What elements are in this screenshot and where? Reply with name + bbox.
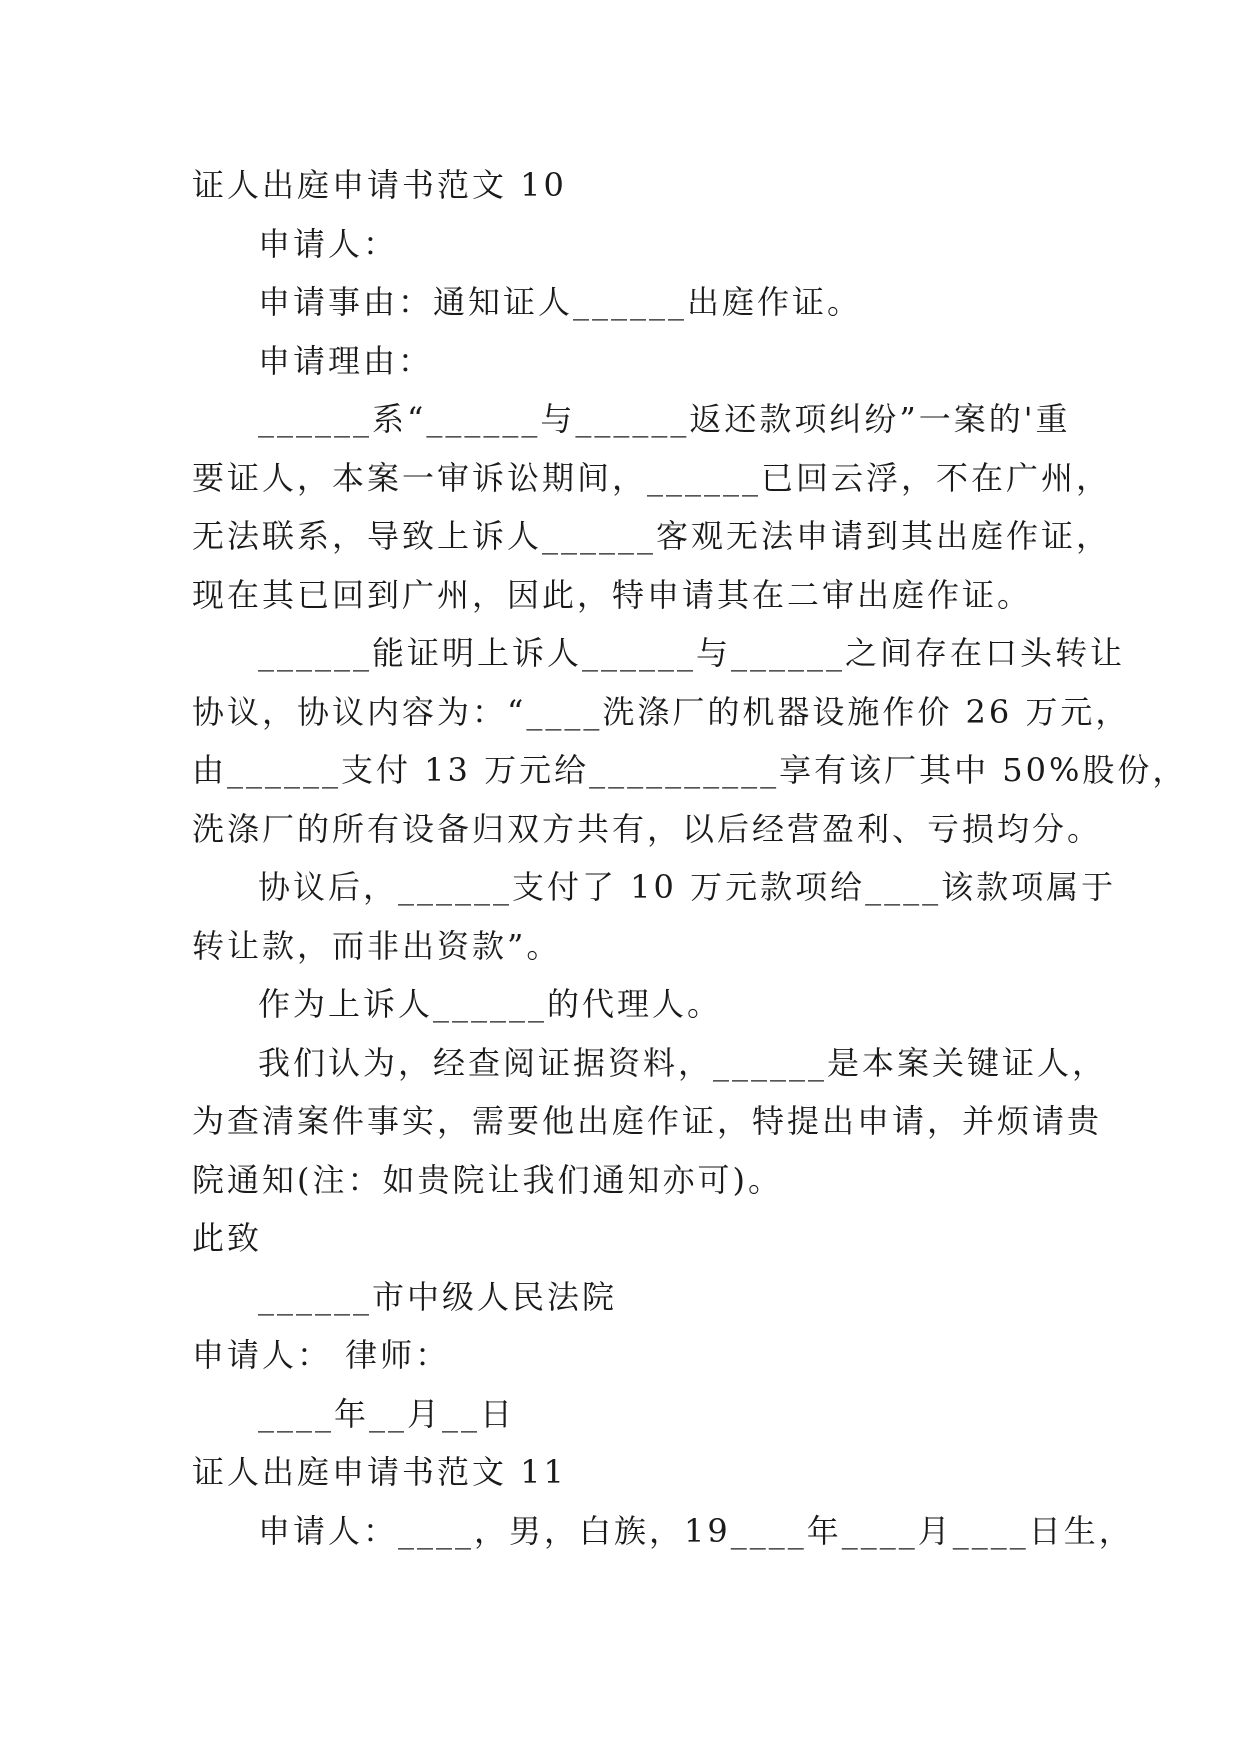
applicant-line: 申请人： [258,224,399,263]
body-line: 作为上诉人______的代理人。 [258,985,723,1023]
body-line: 由______支付 13 万元给__________享有该厂其中 50%股份， [192,751,1188,789]
body-line: 转让款，而非出资款”。 [192,926,562,965]
section-heading: 证人出庭申请书范文 10 [192,166,567,204]
signature-line: 申请人： 律师： [192,1336,451,1374]
date-line: ____年__月__日 [258,1394,516,1433]
body-line: 现在其已回到广州，因此，特申请其在二审出庭作证。 [192,575,1033,614]
body-line: ______能证明上诉人______与______之间存在口头转让 [258,634,1126,672]
document-body [192,156,1188,1560]
salutation: 此致 [192,1219,263,1257]
body-line: ______系“______与______返还款项纠纷”一案的'重 [258,400,1071,438]
body-line: 无法联系，导致上诉人______客观无法申请到其出庭作证， [192,517,1112,555]
request-reason-label: 申请理由： [258,341,434,380]
body-line: 洗涤厂的所有设备归双方共有，以后经营盈利、亏损均分。 [192,809,1103,848]
court-addressee: ______市中级人民法院 [258,1277,618,1316]
applicant-details-line: 申请人：____，男，白族，19____年____月____日生， [258,1511,1134,1550]
body-line: 我们认为，经查阅证据资料，______是本案关键证人， [258,1043,1108,1082]
request-matter-line: 申请事由：通知证人______出庭作证。 [258,283,863,321]
body-line: 协议后，______支付了 10 万元款项给____该款项属于 [258,868,1117,906]
section-heading: 证人出庭申请书范文 11 [192,1453,567,1491]
body-line: 要证人，本案一审诉讼期间，______已回云浮，不在广州， [192,458,1112,497]
body-line: 为查清案件事实，需要他出庭作证，特提出申请，并烦请贵 [192,1102,1103,1140]
body-line: 协议，协议内容为：“____洗涤厂的机器设施作价 26 万元， [192,692,1131,731]
body-line: 院通知(注：如贵院让我们通知亦可)。 [192,1160,783,1199]
